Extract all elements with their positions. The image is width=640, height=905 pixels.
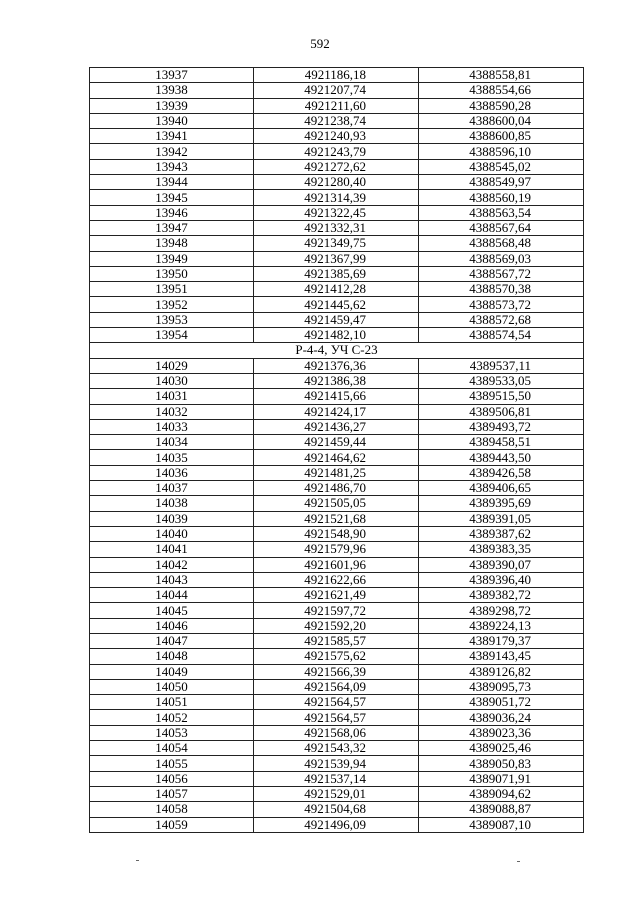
coord-y: 4388568,48 [419, 236, 584, 251]
table-row [90, 572, 584, 587]
coord-y: 4388574,54 [419, 328, 584, 343]
coordinates-table [89, 67, 584, 833]
table-row [90, 557, 584, 572]
coord-y: 4389179,37 [419, 633, 584, 648]
coord-x: 4921280,40 [254, 175, 419, 190]
table-row [90, 710, 584, 725]
point-number: 14042 [90, 557, 254, 572]
coord-x: 4921566,39 [254, 664, 419, 679]
coord-y: 4389088,87 [419, 802, 584, 817]
table-row [90, 83, 584, 98]
table-row [90, 251, 584, 266]
coord-y: 4389051,72 [419, 695, 584, 710]
coord-x: 4921575,62 [254, 649, 419, 664]
coord-y: 4388596,10 [419, 144, 584, 159]
coord-x: 4921601,96 [254, 557, 419, 572]
coord-y: 4389025,46 [419, 741, 584, 756]
coord-x: 4921543,32 [254, 741, 419, 756]
point-number: 13941 [90, 129, 254, 144]
coord-x: 4921597,72 [254, 603, 419, 618]
table-row [90, 373, 584, 388]
point-number: 14058 [90, 802, 254, 817]
coord-x: 4921211,60 [254, 98, 419, 113]
coord-x: 4921332,31 [254, 220, 419, 235]
coord-x: 4921436,27 [254, 419, 419, 434]
coord-x: 4921238,74 [254, 113, 419, 128]
point-number: 13954 [90, 328, 254, 343]
coord-y: 4388558,81 [419, 68, 584, 83]
coord-y: 4388567,72 [419, 266, 584, 281]
table-row [90, 649, 584, 664]
point-number: 13942 [90, 144, 254, 159]
coord-y: 4389094,62 [419, 786, 584, 801]
section-header-row [90, 343, 584, 358]
coord-x: 4921504,68 [254, 802, 419, 817]
coord-y: 4388545,02 [419, 159, 584, 174]
table-row [90, 526, 584, 541]
coord-x: 4921240,93 [254, 129, 419, 144]
coord-x: 4921521,68 [254, 511, 419, 526]
coord-x: 4921585,57 [254, 633, 419, 648]
coord-x: 4921186,18 [254, 68, 419, 83]
page-number: 592 [310, 36, 330, 51]
point-number: 14033 [90, 419, 254, 434]
point-number: 13940 [90, 113, 254, 128]
point-number: 13938 [90, 83, 254, 98]
coord-x: 4921481,25 [254, 465, 419, 480]
point-number: 14051 [90, 695, 254, 710]
point-number: 13952 [90, 297, 254, 312]
table-row [90, 389, 584, 404]
coord-x: 4921415,66 [254, 389, 419, 404]
coord-y: 4389095,73 [419, 679, 584, 694]
coord-y: 4389298,72 [419, 603, 584, 618]
point-number: 14049 [90, 664, 254, 679]
point-number: 14039 [90, 511, 254, 526]
table-row [90, 358, 584, 373]
point-number: 14047 [90, 633, 254, 648]
table-row [90, 450, 584, 465]
table-row [90, 465, 584, 480]
coord-y: 4389126,82 [419, 664, 584, 679]
point-number: 14040 [90, 526, 254, 541]
scan-speck [517, 861, 520, 862]
point-number: 14032 [90, 404, 254, 419]
point-number: 14031 [90, 389, 254, 404]
coord-x: 4921564,09 [254, 679, 419, 694]
coord-y: 4389443,50 [419, 450, 584, 465]
coord-x: 4921486,70 [254, 481, 419, 496]
coord-y: 4388600,04 [419, 113, 584, 128]
coord-x: 4921424,17 [254, 404, 419, 419]
point-number: 14041 [90, 542, 254, 557]
point-number: 14037 [90, 481, 254, 496]
coord-y: 4389383,35 [419, 542, 584, 557]
table-section-header [90, 343, 584, 358]
coord-y: 4389396,40 [419, 572, 584, 587]
coord-y: 4389050,83 [419, 756, 584, 771]
point-number: 13943 [90, 159, 254, 174]
table-row [90, 68, 584, 83]
table-row [90, 205, 584, 220]
coord-x: 4921592,20 [254, 618, 419, 633]
table-row [90, 679, 584, 694]
coord-y: 4389036,24 [419, 710, 584, 725]
coord-y: 4389224,13 [419, 618, 584, 633]
coord-x: 4921621,49 [254, 588, 419, 603]
table-row [90, 481, 584, 496]
table-row [90, 236, 584, 251]
table-row [90, 144, 584, 159]
point-number: 14057 [90, 786, 254, 801]
coord-x: 4921322,45 [254, 205, 419, 220]
coord-x: 4921207,74 [254, 83, 419, 98]
point-number: 14059 [90, 817, 254, 832]
point-number: 13937 [90, 68, 254, 83]
section-header: Р-4-4, УЧ С-23 [90, 343, 584, 358]
table-row [90, 297, 584, 312]
coord-y: 4388600,85 [419, 129, 584, 144]
table-row [90, 435, 584, 450]
coord-x: 4921445,62 [254, 297, 419, 312]
coord-x: 4921349,75 [254, 236, 419, 251]
coord-x: 4921376,36 [254, 358, 419, 373]
coord-y: 4389537,11 [419, 358, 584, 373]
point-number: 14045 [90, 603, 254, 618]
table-row [90, 190, 584, 205]
coord-y: 4389533,05 [419, 373, 584, 388]
coord-y: 4389023,36 [419, 725, 584, 740]
coord-x: 4921529,01 [254, 786, 419, 801]
point-number: 13945 [90, 190, 254, 205]
point-number: 13939 [90, 98, 254, 113]
coord-x: 4921564,57 [254, 695, 419, 710]
table-row [90, 328, 584, 343]
coord-x: 4921564,57 [254, 710, 419, 725]
point-number: 14054 [90, 741, 254, 756]
table-row [90, 312, 584, 327]
coord-x: 4921548,90 [254, 526, 419, 541]
coord-y: 4389387,62 [419, 526, 584, 541]
point-number: 14044 [90, 588, 254, 603]
table-row [90, 496, 584, 511]
coord-x: 4921537,14 [254, 771, 419, 786]
coord-y: 4389395,69 [419, 496, 584, 511]
point-number: 13947 [90, 220, 254, 235]
point-number: 13944 [90, 175, 254, 190]
coord-x: 4921272,62 [254, 159, 419, 174]
table-row [90, 542, 584, 557]
point-number: 14030 [90, 373, 254, 388]
coord-x: 4921496,09 [254, 817, 419, 832]
table-row [90, 282, 584, 297]
coord-y: 4388590,28 [419, 98, 584, 113]
point-number: 14050 [90, 679, 254, 694]
point-number: 14046 [90, 618, 254, 633]
point-number: 13951 [90, 282, 254, 297]
table-row [90, 220, 584, 235]
table-row [90, 633, 584, 648]
coord-y: 4389382,72 [419, 588, 584, 603]
coord-x: 4921385,69 [254, 266, 419, 281]
coord-y: 4388567,64 [419, 220, 584, 235]
point-number: 14048 [90, 649, 254, 664]
table-section-a [90, 68, 584, 343]
point-number: 13949 [90, 251, 254, 266]
table-row [90, 98, 584, 113]
table-row [90, 175, 584, 190]
table-row [90, 618, 584, 633]
table-row [90, 588, 584, 603]
table-row [90, 802, 584, 817]
coord-x: 4921539,94 [254, 756, 419, 771]
table-row [90, 511, 584, 526]
table-row [90, 404, 584, 419]
scan-speck [136, 860, 139, 861]
point-number: 14055 [90, 756, 254, 771]
table-row [90, 756, 584, 771]
point-number: 14043 [90, 572, 254, 587]
point-number: 14052 [90, 710, 254, 725]
coord-x: 4921464,62 [254, 450, 419, 465]
coord-y: 4389391,05 [419, 511, 584, 526]
coord-x: 4921412,28 [254, 282, 419, 297]
point-number: 14035 [90, 450, 254, 465]
table-row [90, 664, 584, 679]
coord-y: 4388549,97 [419, 175, 584, 190]
coord-x: 4921243,79 [254, 144, 419, 159]
coord-y: 4388570,38 [419, 282, 584, 297]
coord-y: 4388573,72 [419, 297, 584, 312]
coord-x: 4921386,38 [254, 373, 419, 388]
point-number: 13946 [90, 205, 254, 220]
point-number: 14053 [90, 725, 254, 740]
coord-y: 4389458,51 [419, 435, 584, 450]
table-row [90, 159, 584, 174]
coord-y: 4389390,07 [419, 557, 584, 572]
coord-y: 4389087,10 [419, 817, 584, 832]
point-number: 13950 [90, 266, 254, 281]
table-section-b [90, 358, 584, 832]
coord-y: 4389506,81 [419, 404, 584, 419]
table-row [90, 695, 584, 710]
table-row [90, 419, 584, 434]
table-row [90, 129, 584, 144]
point-number: 13948 [90, 236, 254, 251]
table-row [90, 725, 584, 740]
table-row [90, 603, 584, 618]
coord-x: 4921568,06 [254, 725, 419, 740]
point-number: 14034 [90, 435, 254, 450]
coord-y: 4389493,72 [419, 419, 584, 434]
coord-y: 4388572,68 [419, 312, 584, 327]
table-row [90, 266, 584, 281]
coord-x: 4921367,99 [254, 251, 419, 266]
coord-y: 4388554,66 [419, 83, 584, 98]
table-row [90, 786, 584, 801]
table-row [90, 113, 584, 128]
table-row [90, 817, 584, 832]
coord-y: 4389143,45 [419, 649, 584, 664]
coord-y: 4389406,65 [419, 481, 584, 496]
coord-y: 4389426,58 [419, 465, 584, 480]
table-row [90, 771, 584, 786]
coord-x: 4921579,96 [254, 542, 419, 557]
coord-y: 4388560,19 [419, 190, 584, 205]
point-number: 14036 [90, 465, 254, 480]
coord-x: 4921314,39 [254, 190, 419, 205]
table-row [90, 741, 584, 756]
coord-y: 4388563,54 [419, 205, 584, 220]
point-number: 14038 [90, 496, 254, 511]
coord-x: 4921459,44 [254, 435, 419, 450]
coord-x: 4921622,66 [254, 572, 419, 587]
point-number: 13953 [90, 312, 254, 327]
coord-y: 4389071,91 [419, 771, 584, 786]
point-number: 14056 [90, 771, 254, 786]
coord-y: 4389515,50 [419, 389, 584, 404]
coord-x: 4921505,05 [254, 496, 419, 511]
coord-x: 4921459,47 [254, 312, 419, 327]
coord-x: 4921482,10 [254, 328, 419, 343]
coord-y: 4388569,03 [419, 251, 584, 266]
point-number: 14029 [90, 358, 254, 373]
